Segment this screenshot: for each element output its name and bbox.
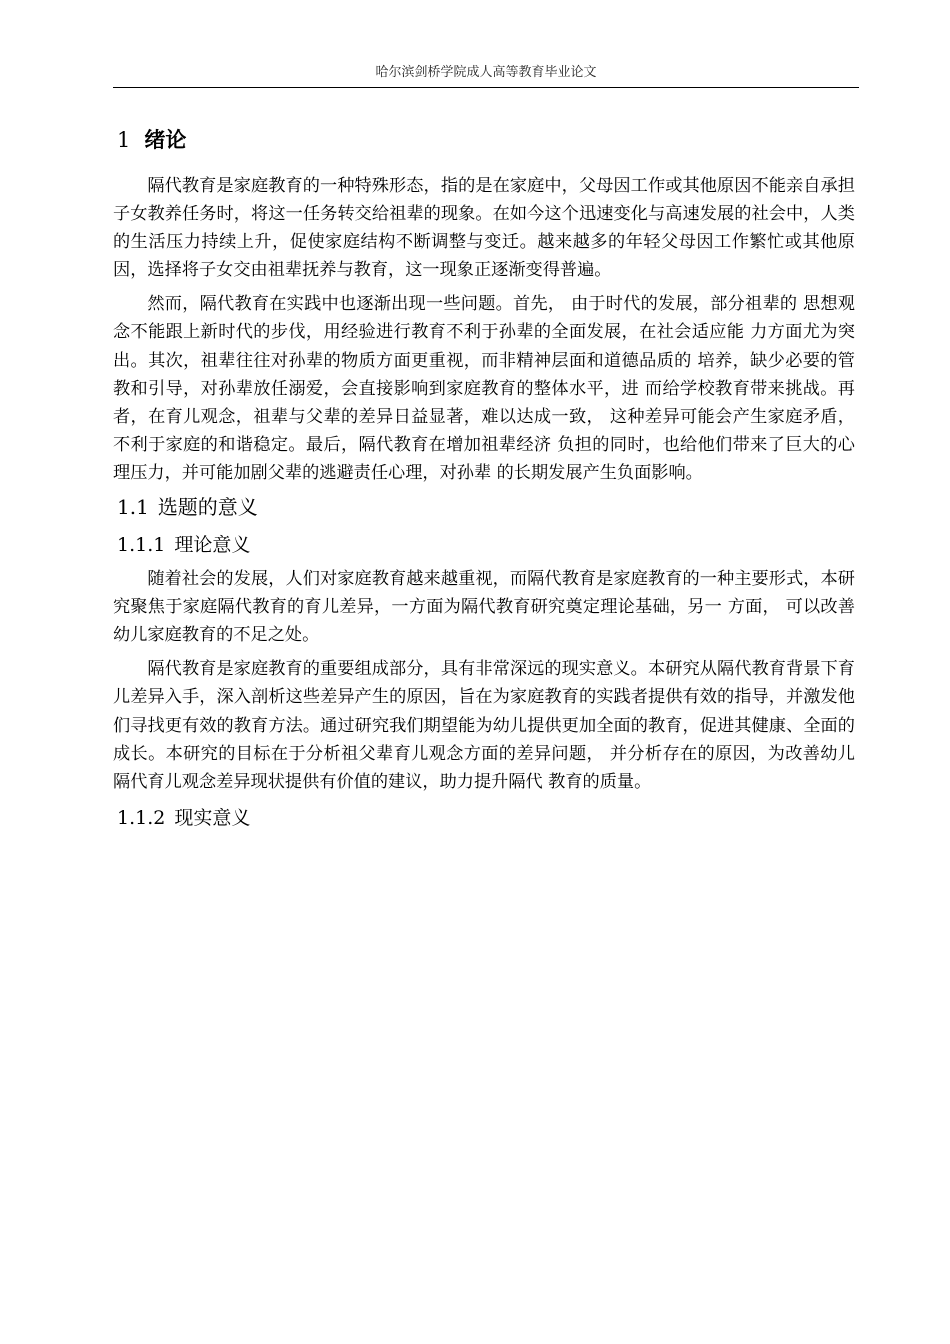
subsection-number: 1.1.2 bbox=[117, 806, 166, 829]
chapter-heading bbox=[113, 120, 855, 160]
page-content bbox=[113, 120, 855, 834]
body-paragraph: 随着社会的发展，人们对家庭教育越来越重视，而隔代教育是家庭教育的一种主要形式，本研究聚焦于家庭隔代教育的育儿差异，一方面为隔代教育研究奠定理论基础，另一 方面， 可以改善幼儿家庭教育的不足之处。 bbox=[113, 569, 855, 646]
subsection-title: 现实意义 bbox=[174, 806, 251, 829]
subsection-heading bbox=[113, 802, 855, 834]
running-header: 哈尔滨剑桥学院成人高等教育毕业论文 bbox=[375, 65, 597, 80]
subsection-number: 1.1.1 bbox=[117, 534, 166, 557]
section-number: 1.1 bbox=[117, 495, 149, 520]
subsection-heading bbox=[113, 529, 855, 561]
section-title: 选题的意义 bbox=[157, 495, 258, 520]
chapter-title: 绪论 bbox=[144, 128, 187, 152]
chapter-number: 1 bbox=[117, 128, 131, 152]
subsection-title: 理论意义 bbox=[174, 534, 251, 557]
body-paragraph: 隔代教育是家庭教育的一种特殊形态，指的是在家庭中，父母因工作或其他原因不能亲自承担子女教养任务时，将这一任务转交给祖辈的现象。在如今这个迅速变化与高速发展的社会中，人类的生活压力持续上升，促使家庭结构不断调整与变迁。越来越多的年轻父母因工作繁忙或其他原因，选择将子女交由祖辈抚养与教育，这一现象正逐渐变得普遍。 bbox=[113, 176, 855, 281]
body-paragraph: 隔代教育是家庭教育的重要组成部分，具有非常深远的现实意义。本研究从隔代教育背景下育儿差异入手，深入剖析这些差异产生的原因，旨在为家庭教育的实践者提供有效的指导，并激发他们寻找更有效的教育方法。通过研究我们期望能为幼儿提供更加全面的教育，促进其健康、全面的成长。本研究的目标在于分析祖父辈育儿观念方面的差异问题， 并分析存在的原因，为改善幼儿隔代育儿观念差异现状提供有价值的建议，助力提升隔代 教育的质量。 bbox=[113, 659, 855, 792]
header-rule bbox=[113, 87, 859, 88]
section-heading bbox=[113, 491, 855, 523]
body-paragraph: 然而，隔代教育在实践中也逐渐出现一些问题。首先， 由于时代的发展，部分祖辈的 思想观念不能跟上新时代的步伐，用经验进行教育不利于孙辈的全面发展，在社会适应能 力方面尤为突出。其次，祖辈往往对孙辈的物质方面更重视，而非精神层面和道德品质的 培养，缺少必要的管教和引导，对孙辈放任溺爱，会直接影响到家庭教育的整体水平，进 而给学校教育带来挑战。再者，在育儿观念，祖辈与父辈的差异日益显著，难以达成一致， 这种差异可能会产生家庭矛盾，不利于家庭的和谐稳定。最后，隔代教育在增加祖辈经济 负担的同时，也给他们带来了巨大的心理压力，并可能加剧父辈的逃避责任心理，对孙辈 的长期发展产生负面影响。 bbox=[113, 294, 855, 483]
